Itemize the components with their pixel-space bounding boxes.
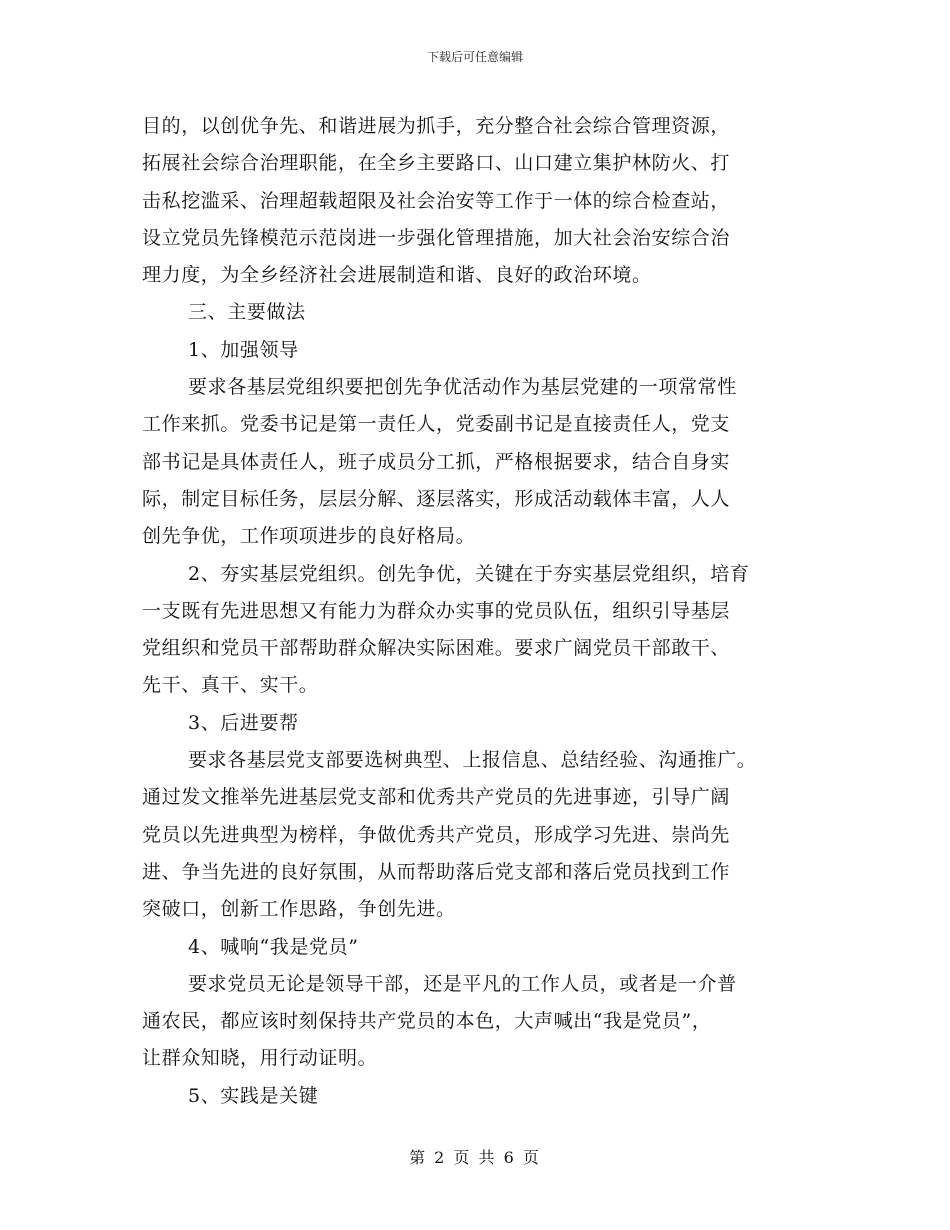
text-line: 进、争当先进的良好氛围，从而帮助落后党支部和落后党员找到工作 [142,860,731,883]
text-line: 突破口，创新工作思路，争创先进。 [142,898,456,921]
text-line: 理力度，为全乡经济社会进展制造和谐、良好的政治环境。 [142,264,652,287]
text-line: 一支既有先进思想又有能力为群众办实事的党员队伍，组织引导基层 [142,599,731,622]
subsection-heading: 3、后进要帮 [188,711,299,734]
text-line: 通过发文推举先进基层党支部和优秀共产党员的先进事迹，引导广阔 [142,786,731,809]
text-line: 工作来抓。党委书记是第一责任人，党委副书记是直接责任人，党支 [142,413,731,436]
text-line: 让群众知晓，用行动证明。 [142,1047,378,1070]
text-line: 通农民，都应该时刻保持共产党员的本色，大声喊出“我是党员”， [142,1010,712,1033]
text-line: 击私挖滥采、治理超载超限及社会治安等工作于一体的综合检查站， [142,189,731,212]
subsection-heading: 1、加强领导 [188,338,299,361]
text-line: 创先争优，工作项项进步的良好格局。 [142,525,476,548]
text-line: 拓展社会综合治理职能，在全乡主要路口、山口建立集护林防火、打 [142,152,731,175]
text-line: 要求各基层党支部要选树典型、上报信息、总结经验、沟通推广。 [188,749,757,772]
page-number: 第 2 页 共 6 页 [409,1148,541,1167]
text-line: 要求各基层党组织要把创先争优活动作为基层党建的一项常常性 [188,376,737,399]
subsection-heading: 4、喊响“我是党员” [188,935,359,958]
text-line: 党组织和党员干部帮助群众解决实际困难。要求广阔党员干部敢干、 [142,637,731,660]
text-line: 党员以先进典型为榜样，争做优秀共产党员，形成学习先进、崇尚先 [142,823,731,846]
document-body [142,108,810,1115]
text-line: 2、夯实基层党组织。创先争优，关键在于夯实基层党组织，培育 [188,562,750,585]
text-line: 部书记是具体责任人，班子成员分工抓，严格根据要求，结合自身实 [142,450,731,473]
text-line: 设立党员先锋模范示范岗进一步强化管理措施，加大社会治安综合治 [142,226,731,249]
text-line: 先干、真干、实干。 [142,674,319,697]
text-line: 要求党员无论是领导干部，还是平凡的工作人员，或者是一介普 [188,972,737,995]
text-line: 目的，以创优争先、和谐进展为抓手，充分整合社会综合管理资源， [142,115,731,137]
section-heading: 三、主要做法 [188,301,306,324]
subsection-heading: 5、实践是关键 [188,1084,319,1107]
text-line: 际，制定目标任务，层层分解、逐层落实，形成活动载体丰富，人人 [142,487,731,510]
page-header: 下载后可任意编辑 [426,50,523,64]
